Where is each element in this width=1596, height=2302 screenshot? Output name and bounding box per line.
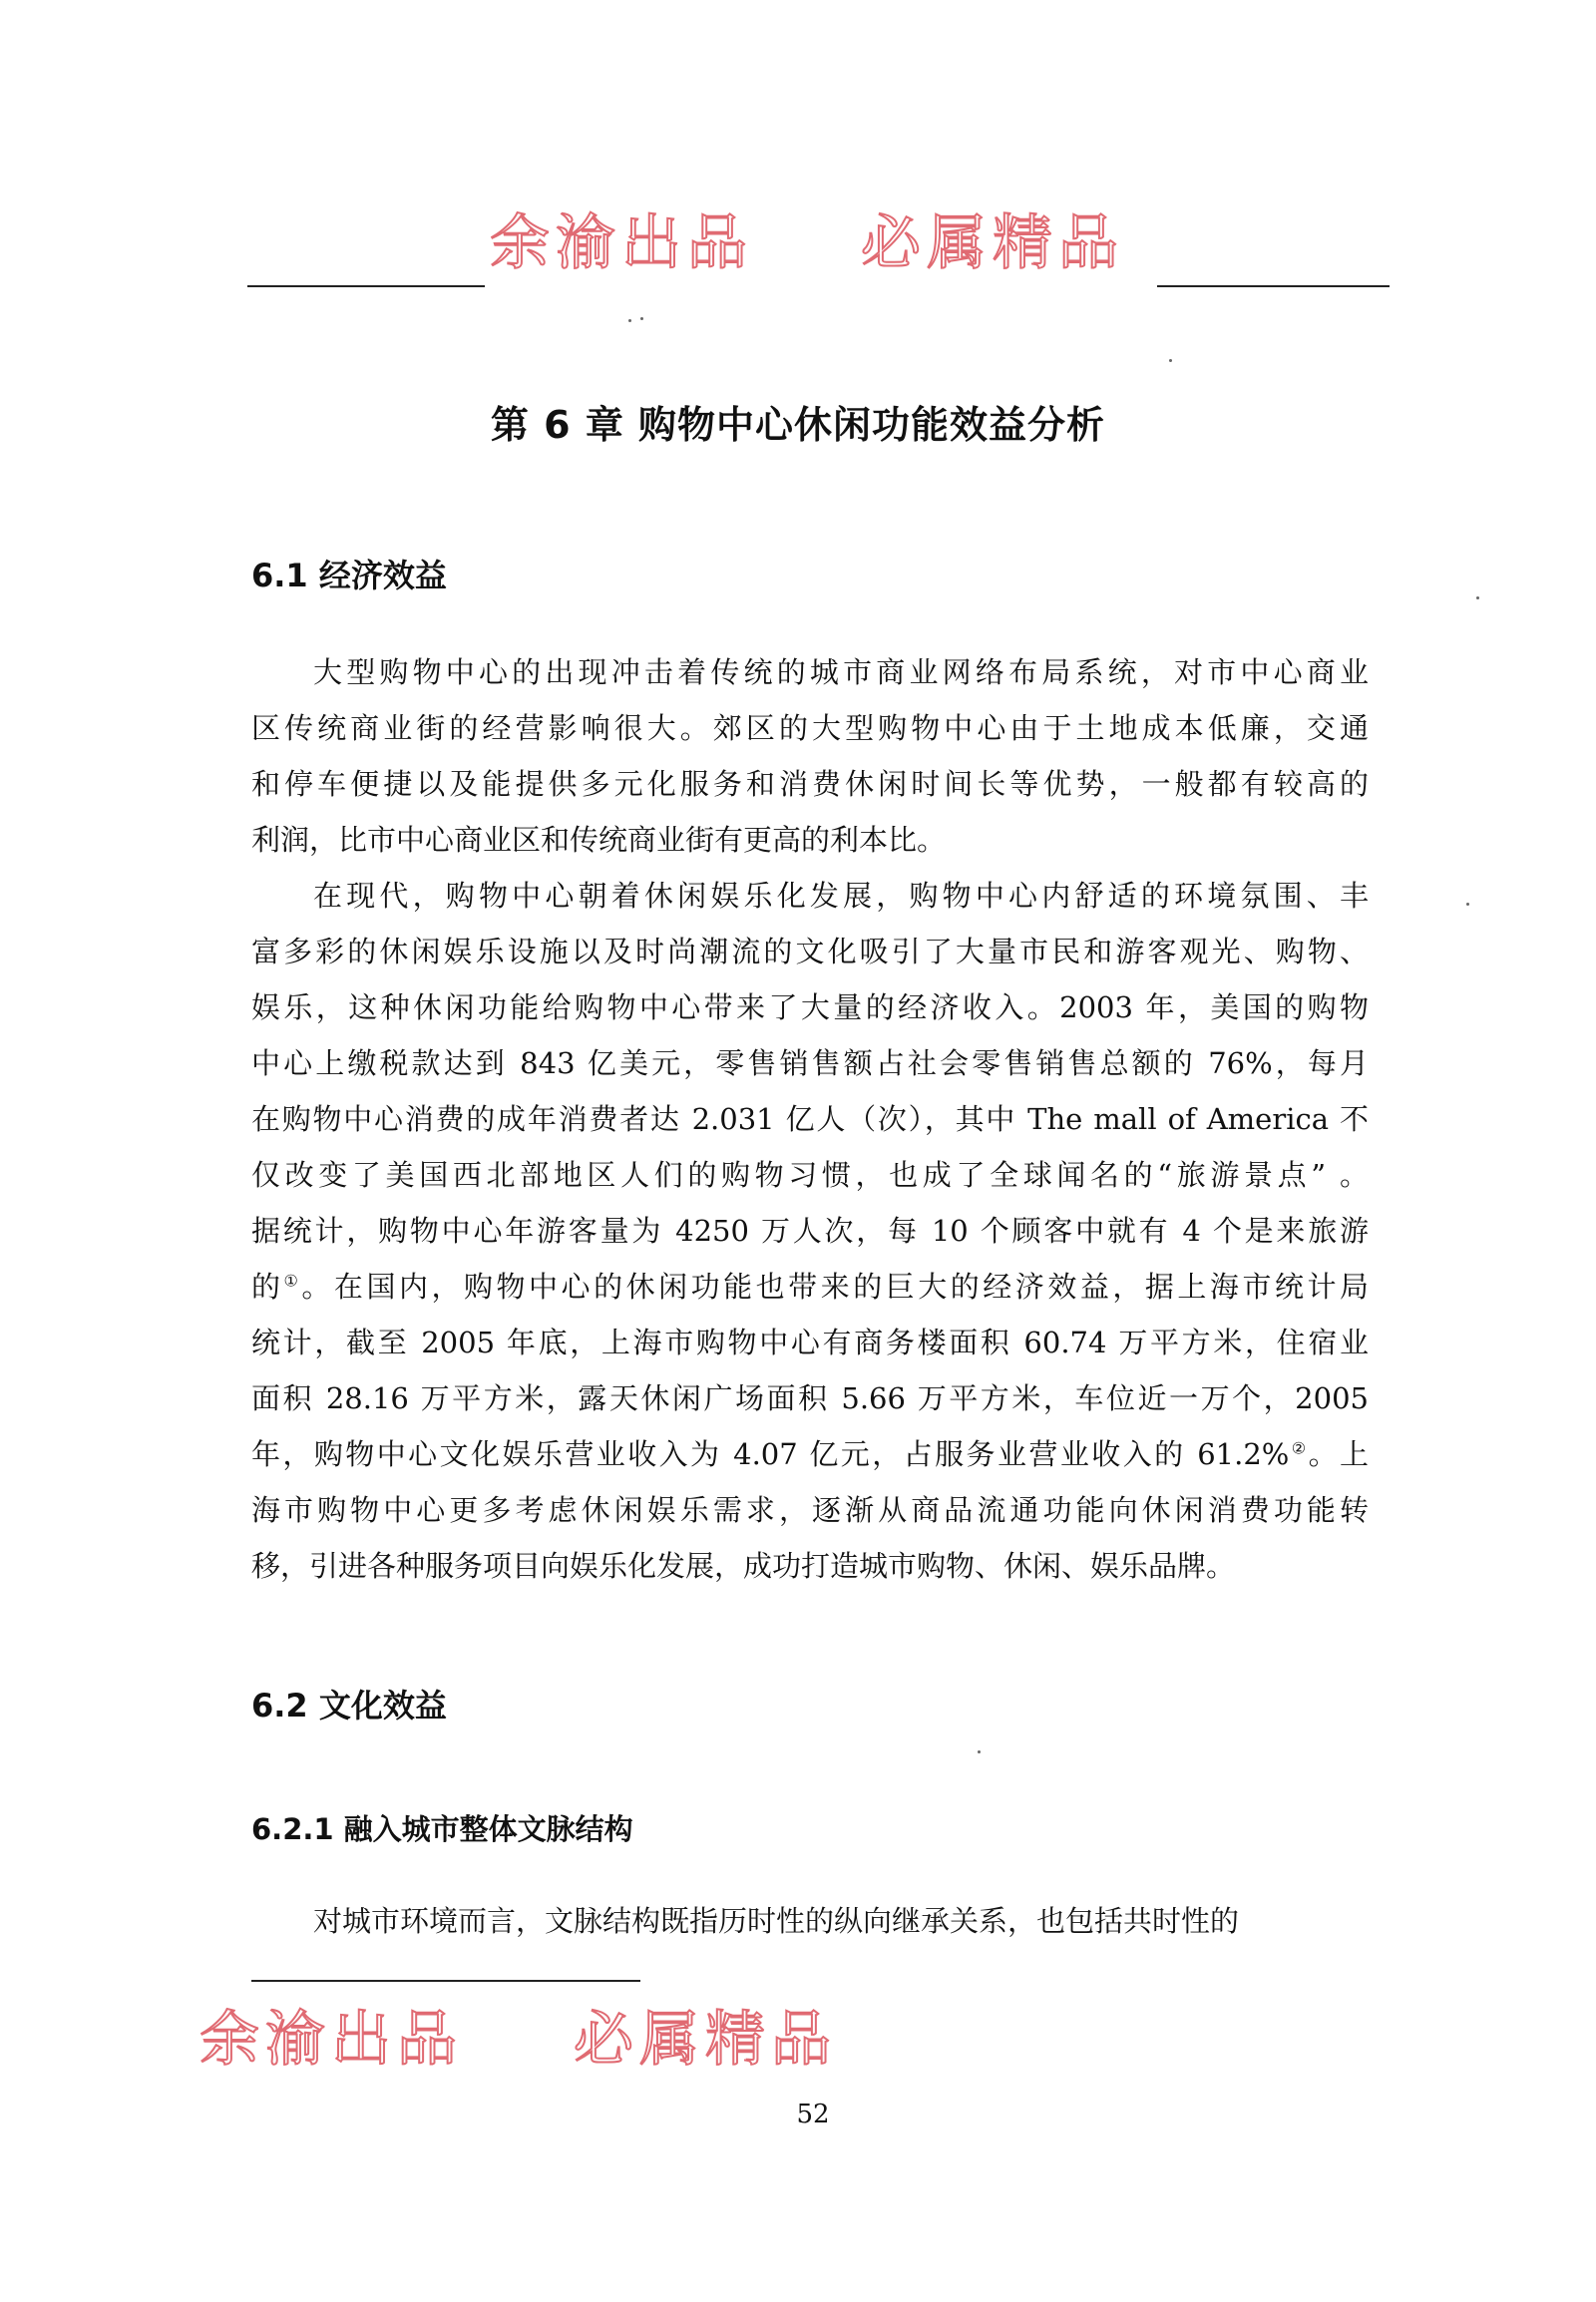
watermark-text-right: 必属精品: [861, 208, 1124, 278]
page-number: 52: [796, 2100, 830, 2129]
text-line: 和停车便捷以及能提供多元化服务和消费休闲时间长等优势，一般都有较高的: [251, 767, 1369, 801]
footer-watermark: [200, 2000, 898, 2080]
text-line: 大型购物中心的出现冲击着传统的城市商业网络布局系统，对市中心商业: [313, 655, 1369, 689]
header-rule-left: [247, 285, 485, 287]
scan-speck: [1476, 596, 1479, 599]
section-title: 6.2 文化效益: [251, 1687, 447, 1725]
text-line: 年，购物中心文化娱乐营业收入为 4.07 亿元，占服务业营业收入的 61.2%②。上: [251, 1437, 1369, 1471]
footnote-marker: ①: [283, 1271, 302, 1291]
watermark-text-left: 余渝出品: [490, 208, 753, 278]
text-line: 对城市环境而言，文脉结构既指历时性的纵向继承关系，也包括共时性的: [313, 1904, 1240, 1938]
watermark-text-left: 余渝出品: [200, 2005, 463, 2075]
text-line: 中心上缴税款达到 843 亿美元，零售销售额占社会零售销售总额的 76%，每月: [251, 1046, 1369, 1080]
text-line: 面积 28.16 万平方米，露天休闲广场面积 5.66 万平方米，车位近一万个，2005: [251, 1381, 1369, 1415]
chapter-title: 第 6 章 购物中心休闲功能效益分析: [490, 403, 1106, 447]
text-line: 据统计，购物中心年游客量为 4250 万人次，每 10 个顾客中就有 4 个是来旅游: [251, 1214, 1369, 1248]
text-line: 在现代，购物中心朝着休闲娱乐化发展，购物中心内舒适的环境氛围、丰: [313, 879, 1369, 913]
scan-speck: [978, 1750, 981, 1753]
text-line: 的①。在国内，购物中心的休闲功能也带来的巨大的经济效益，据上海市统计局: [251, 1270, 1369, 1304]
text-line: 海市购物中心更多考虑休闲娱乐需求，逐渐从商品流通功能向休闲消费功能转: [251, 1493, 1369, 1527]
text-line: 区传统商业街的经营影响很大。郊区的大型购物中心由于土地成本低廉，交通: [251, 711, 1369, 745]
scan-speck: [628, 319, 631, 322]
paragraph: [251, 644, 1369, 868]
paragraph: [251, 868, 1369, 1594]
section-title: 6.1 经济效益: [251, 557, 447, 594]
text-line: 利润，比市中心商业区和传统商业街有更高的利本比。: [251, 823, 947, 857]
scan-speck: [1466, 903, 1469, 906]
text-line: 富多彩的休闲娱乐设施以及时尚潮流的文化吸引了大量市民和游客观光、购物、: [251, 935, 1369, 968]
text-line: 仅改变了美国西北部地区人们的购物习惯，也成了全球闻名的“旅游景点” 。: [251, 1158, 1369, 1192]
text-line: 移，引进各种服务项目向娱乐化发展，成功打造城市购物、休闲、娱乐品牌。: [251, 1549, 1236, 1583]
scan-speck: [1169, 359, 1172, 362]
header-watermark: [247, 203, 1390, 283]
text-line: 在购物中心消费的成年消费者达 2.031 亿人（次），其中 The mall of America 不: [251, 1102, 1369, 1136]
text-line: 统计，截至 2005 年底，上海市购物中心有商务楼面积 60.74 万平方米，住宿业: [251, 1326, 1369, 1359]
scan-speck: [640, 317, 643, 320]
footnote-marker: ②: [1289, 1438, 1309, 1458]
text-line: 娱乐，这种休闲功能给购物中心带来了大量的经济收入。2003 年，美国的购物: [251, 990, 1369, 1024]
watermark-text-right: 必属精品: [574, 2005, 837, 2075]
footnote-rule: [251, 1980, 640, 1982]
paragraph: [251, 1893, 1369, 1949]
subsection-title: 6.2.1 融入城市整体文脉结构: [251, 1812, 633, 1846]
header-rule-right: [1157, 285, 1390, 287]
